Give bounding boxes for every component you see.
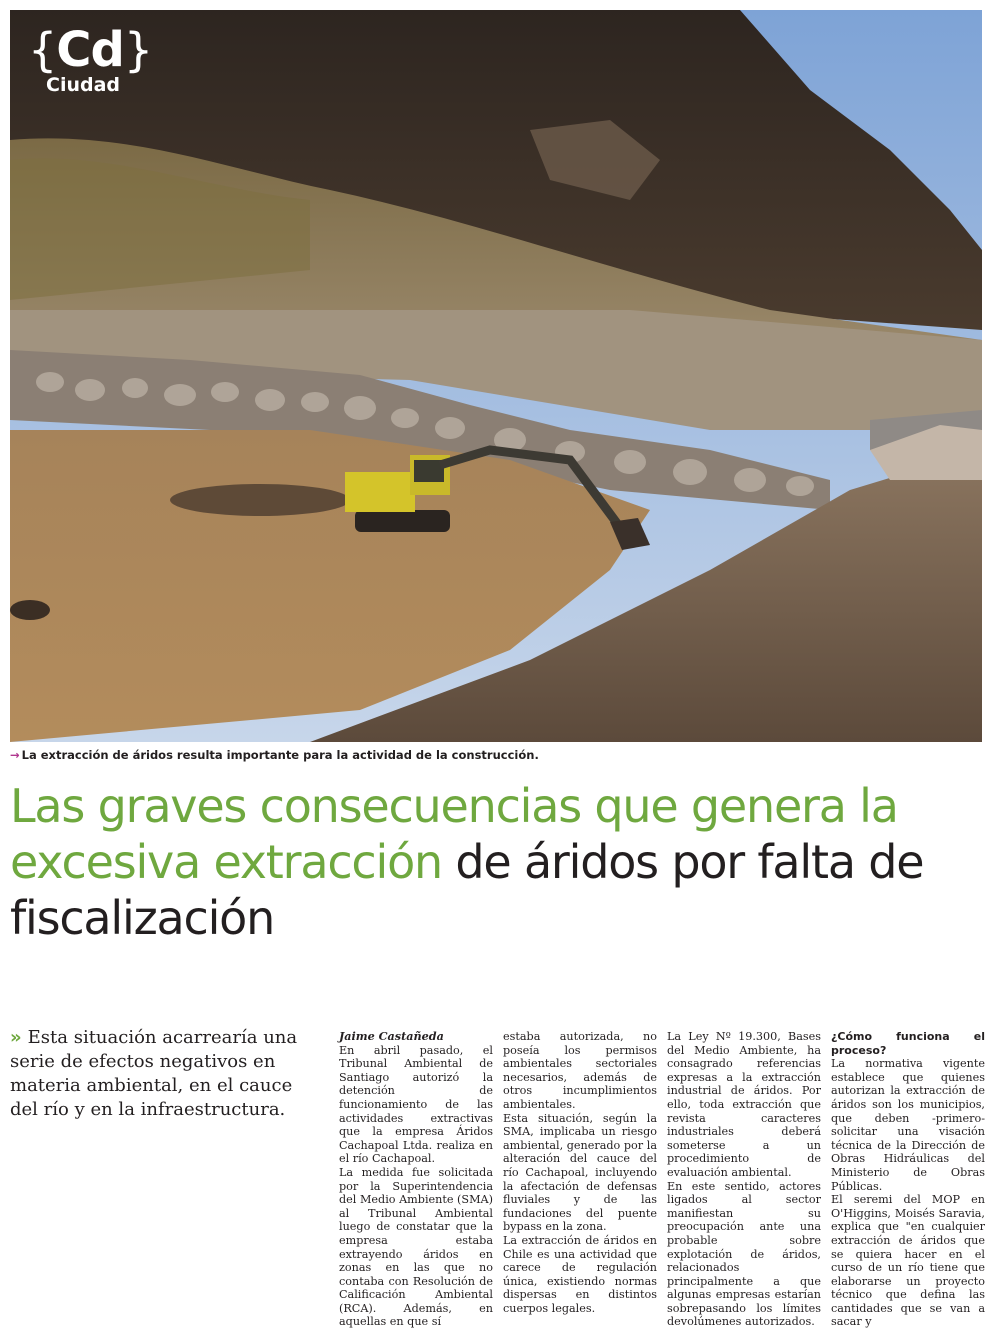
section-badge: [28, 24, 152, 96]
headline-dark: de áridos por falta de fiscalización: [10, 835, 924, 945]
paragraph: La normativa vigente establece que quienes autorizan la extracción de áridos son los municipios, que deben -primero- solicitar una visación técnica de la Dirección de Obras Hidráulicas del Ministerio de Obras Públicas.: [831, 1057, 985, 1193]
lead-marker-icon: »: [10, 1027, 22, 1048]
subheading: ¿Cómo funciona el proceso?: [831, 1030, 985, 1057]
article-column-2: [503, 1030, 657, 1315]
caption-arrow-icon: →: [10, 748, 20, 762]
section-logo: {Cd}: [28, 22, 153, 78]
paragraph: Esta situación, según la SMA, implicaba un riesgo ambiental, generado por la alteración del cauce del río Cachapoal, incluyendo la afectación de defensas fluviales y de las fundaciones del puente bypass en la zona.: [503, 1111, 657, 1234]
caption-text: La extracción de áridos resulta importante para la actividad de la construcción.: [21, 748, 539, 762]
section-label: Ciudad: [46, 74, 121, 96]
paragraph: estaba autorizada, no poseía los permisos ambientales sectoriales necesarios, además de otros incumplimientos ambientales.: [503, 1030, 657, 1111]
article-photo: [10, 10, 982, 742]
lead-text: Esta situación acarrearía una serie de efectos negativos en materia ambiental, en el cauce del río y en la infraestructura.: [10, 1027, 298, 1120]
paragraph: En este sentido, actores ligados al sector manifiestan su preocupación ante una probable sobre explotación de áridos, relacionados principalmente a que algunas empresas estarían sobrepasando los límites devolúmenes autorizados.: [667, 1179, 821, 1329]
article-column-3: [667, 1030, 821, 1329]
paragraph: La medida fue solicitada por la Superintendencia del Medio Ambiente (SMA) al Tribunal Ambiental luego de constatar que la empresa estaba extrayendo áridos en zonas en las que no contaba con Resolución de Calificación Ambiental (RCA). Además, en aquellas en que sí: [339, 1165, 493, 1329]
quarry-river-image: [10, 10, 982, 742]
lead-paragraph: [10, 1026, 320, 1122]
article-column-1: [339, 1030, 493, 1329]
article-column-4: [831, 1030, 985, 1329]
headline-green: Las graves consecuencias que genera la excesiva extracción: [10, 779, 898, 889]
byline: Jaime Castañeda: [339, 1029, 444, 1043]
paragraph: En abril pasado, el Tribunal Ambiental de Santiago autorizó la detención de funcionamiento de las actividades extractivas que la empresa Áridos Cachapoal Ltda. realiza en el río Cachapoal.: [339, 1043, 493, 1166]
paragraph: El seremi del MOP en O'Higgins, Moisés Saravia, explica que "en cualquier extracción de áridos que se quiera hacer en el curso de un río tiene que elaborarse un proyecto técnico que defina las cantidades que se van a sacar y: [831, 1193, 985, 1329]
headline: [10, 778, 982, 946]
paragraph: La extracción de áridos en Chile es una actividad que carece de regulación única, existiendo normas dispersas en distintos cuerpos legales.: [503, 1233, 657, 1315]
paragraph: La Ley Nº 19.300, Bases del Medio Ambiente, ha consagrado referencias expresas a la extracción industrial de áridos. Por ello, toda extracción que revista caracteres industriales deberá someterse a un procedimiento de evaluación ambiental.: [667, 1030, 821, 1179]
photo-caption: [10, 748, 982, 762]
